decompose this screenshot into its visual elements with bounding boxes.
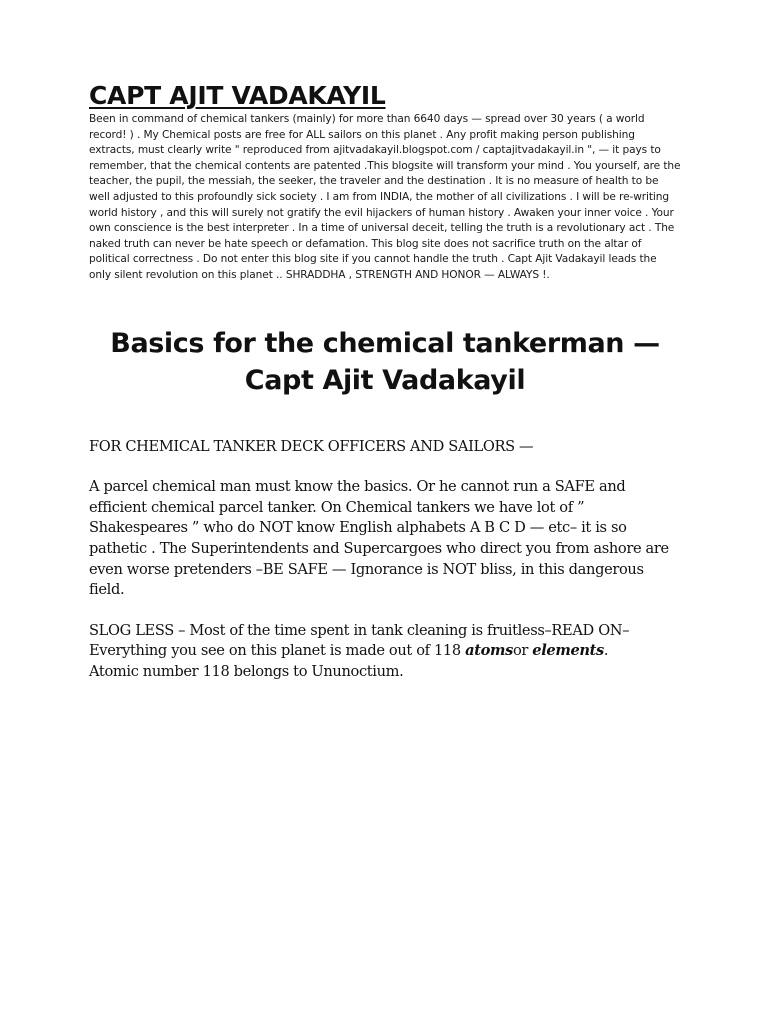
blog-title[interactable]: CAPT AJIT VADAKAYIL — [89, 81, 386, 110]
post-paragraph-1: A parcel chemical man must know the basics. Or he cannot run a SAFE and efficient chemical parcel tanker. On Chemical tankers we have lot of ” Shakespeares ” who do NOT know English alphabets A B C D — etc– it is so pathetic . The Superintendents and Supercargoes who direct you from ashore are even worse pretenders –BE SAFE — Ignorance is NOT bliss, in this dangerous field. — [89, 478, 669, 599]
paragraph-2-part-2: or — [512, 642, 533, 660]
page-content — [89, 80, 681, 682]
post-paragraph-2 — [89, 621, 681, 683]
blog-description: Been in command of chemical tankers (mainly) for more than 6640 days — spread over 30 years ( a world record! ) . My Chemical posts are free for ALL sailors on this planet . Any profit making person publishing extracts, must clearly write " reproduced from ajitvadakayil.blogspot.com / captajitvadakayil.in ", — it pays to remember, that the chemical contents are patented .This blogsite will transform your mind . You yourself, are the teacher, the pupil, the messiah, the seeker, the traveler and the destination . It is no measure of health to be well adjusted to this profoundly sick society . I am from INDIA, the mother of all civilizations . I will be re-writing world history , and this will surely not gratify the evil hijackers of human history . Awaken your inner voice . Your own conscience is the best interpreter . In a time of universal deceit, telling the truth is a revolutionary act . The naked truth can never be hate speech or defamation. This blog site does not sacrifice truth on the altar of political correctness . Do not enter this blog site if you cannot handle the truth . Capt Ajit Vadakayil leads the only silent revolution on this planet .. SHRADDHA , STRENGTH AND HONOR — ALWAYS !. — [89, 113, 681, 281]
paragraph-2-part-4: Atomic number 118 belongs to Ununoctium. — [89, 662, 404, 680]
post-intro: FOR CHEMICAL TANKER DECK OFFICERS AND SAILORS — — [89, 437, 534, 455]
paragraph-2-part-3: . — [603, 642, 609, 660]
post-title: Basics for the chemical tankerman — Capt Ajit Vadakayil — [110, 327, 660, 396]
atoms-emphasis: atoms — [465, 642, 513, 660]
paragraph-2-part-1: SLOG LESS – Most of the time spent in tank cleaning is fruitless–READ ON– Everything you see on this planet is made out of 118 — [89, 621, 630, 660]
elements-emphasis: elements — [532, 642, 604, 660]
